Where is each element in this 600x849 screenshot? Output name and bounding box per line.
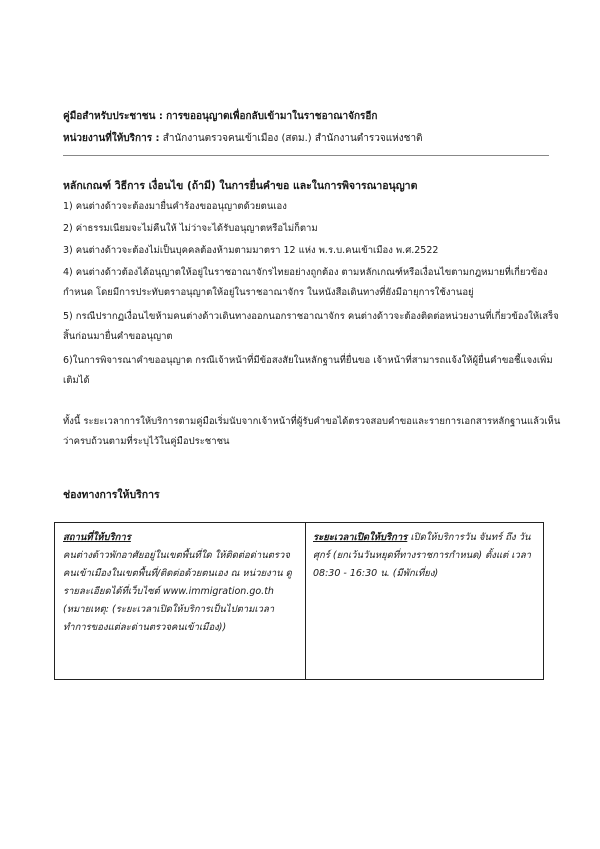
criteria-item: 6)ในการพิจารณาคำขออนุญาต กรณีเจ้าหน้าที่มีข้อสงสัยในหลักฐานที่ยื่นขอ เจ้าหน้าที่สามารถแจ้งให้ผู้ยื่นคำขอชี้แจงเพิ่มเติมได้ — [63, 355, 553, 386]
service-location-cell — [63, 529, 299, 637]
criteria-item: 3) คนต่างด้าวจะต้องไม่เป็นบุคคลต้องห้ามตามมาตรา 12 แห่ง พ.ร.บ.คนเข้าเมือง พ.ศ.2522 — [63, 245, 439, 256]
criteria-item: 5) กรณีปรากฏเงื่อนไขห้ามคนต่างด้าวเดินทางออกนอกราชอาณาจักร คนต่างด้าวจะต้องติดต่อหน่วยงานที่เกี่ยวข้องให้เสร็จสิ้นก่อนมายื่นคำขออนุญาต — [63, 311, 559, 342]
criteria-item: 2) ค่าธรรมเนียมจะไม่คืนให้ ไม่ว่าจะได้รับอนุญาตหรือไม่ก็ตาม — [63, 223, 318, 234]
agency-line — [63, 132, 423, 146]
manual-label: คู่มือสำหรับประชาชน : — [63, 111, 163, 122]
table-column-divider — [305, 523, 306, 679]
service-time-note: ทั้งนี้ ระยะเวลาการให้บริการตามคู่มือเริ่มนับจากเจ้าหน้าที่ผู้รับคำขอได้ตรวจสอบคำขอและรายการเอกสารหลักฐานแล้วเห็นว่าครบถ้วนตามที่ระบุไว้ในคู่มือประชาชน — [63, 416, 561, 447]
criteria-item: 4) คนต่างด้าวต้องได้อนุญาตให้อยู่ในราชอาณาจักรไทยอย่างถูกต้อง ตามหลักเกณฑ์หรือเงื่อนไขตามกฎหมายที่เกี่ยวข้องกำหนด โดยมีการประทับตราอนุญาตให้อยู่ในราชอาณาจักร ในหนังสือเดินทางที่ยังมีอายุการใช้งานอยู่ — [63, 267, 548, 298]
service-location-heading: สถานที่ให้บริการ — [63, 532, 131, 543]
service-location-text: คนต่างด้าวพักอาศัยอยู่ในเขตพื้นที่ใด ให้ติดต่อด่านตรวจคนเข้าเมืองในเขตพื้นที่/ติดต่อด้วยตนเอง ณ หน่วยงาน ดูรายละเอียดได้ที่เว็บไซต์ www.immigration.go.th — [63, 550, 292, 597]
criteria-item: 1) คนต่างด้าวจะต้องมายื่นคำร้องขออนุญาตด้วยตนเอง — [63, 201, 287, 212]
service-location-note: (หมายเหตุ: (ระยะเวลาเปิดให้บริการเป็นไปตามเวลาทำการของแต่ละด่านตรวจคนเข้าเมือง)) — [63, 604, 275, 633]
service-hours-cell — [313, 529, 538, 583]
channels-title: ช่องทางการให้บริการ — [63, 489, 160, 501]
criteria-title: หลักเกณฑ์ วิธีการ เงื่อนไข (ถ้ามี) ในการยื่นคำขอ และในการพิจารณาอนุญาต — [63, 180, 418, 192]
agency-label: หน่วยงานที่ให้บริการ : — [63, 133, 160, 144]
service-hours-text: เปิดให้บริการวัน จันทร์ ถึง วันศุกร์ (ยกเว้นวันหยุดที่ทางราชการกำหนด) ตั้งแต่ เวลา 08:30 - 16:30 น. (มีพักเที่ยง) — [313, 532, 531, 579]
service-hours-heading: ระยะเวลาเปิดให้บริการ — [313, 532, 408, 543]
service-channel-table — [54, 522, 544, 680]
header-divider — [63, 155, 549, 156]
manual-title: การขออนุญาตเพื่อกลับเข้ามาในราชอาณาจักรอีก — [166, 111, 378, 122]
agency-value: สำนักงานตรวจคนเข้าเมือง (สตม.) สำนักงานตำรวจแห่งชาติ — [162, 133, 423, 144]
manual-title-line — [63, 110, 377, 124]
